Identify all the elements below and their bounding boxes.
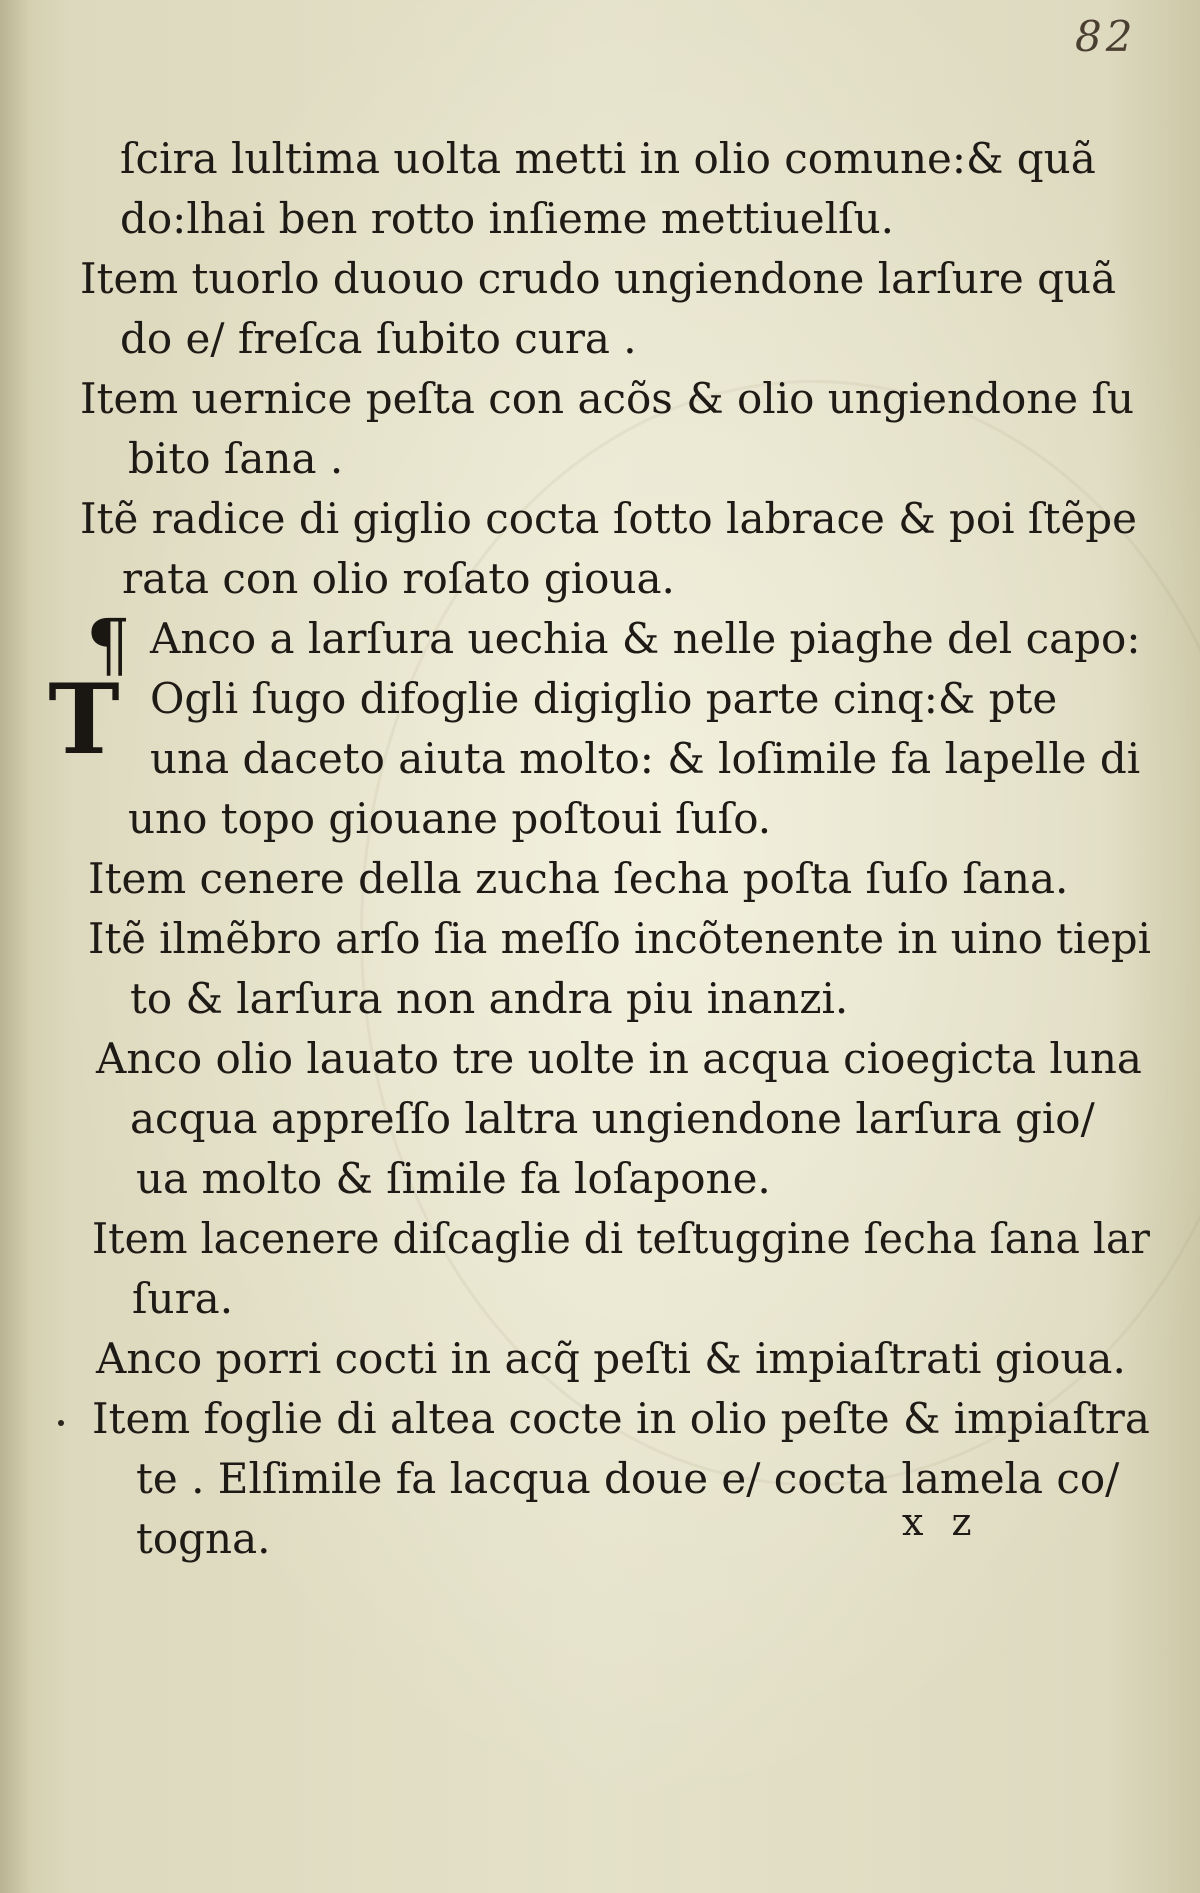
text-line-4: do e/ freſca ſubito cura . bbox=[120, 314, 637, 363]
text-line-6: bito ſana . bbox=[128, 434, 344, 483]
text-line-24: togna. bbox=[136, 1514, 271, 1563]
ink-dot bbox=[58, 1420, 64, 1426]
text-line-10: Ogli ſugo difoglie digiglio parte cinq:& pte bbox=[150, 674, 1058, 723]
text-line-7: Itẽ radice di giglio cocta ſotto labrace & poi ſtẽpe bbox=[80, 494, 1137, 543]
pilcrow-mark: ¶ bbox=[86, 604, 131, 686]
text-line-9: Anco a larſura uechia & nelle piaghe del capo: bbox=[150, 614, 1141, 663]
text-line-15: to & larſura non andra piu inanzi. bbox=[130, 974, 849, 1023]
text-line-8: rata con olio roſato gioua. bbox=[122, 554, 675, 603]
decorated-initial: T bbox=[48, 663, 120, 776]
text-line-11: una daceto aiuta molto: & loſimile fa lapelle di bbox=[150, 734, 1141, 783]
text-line-17: acqua appreſſo laltra ungiendone larſura gio/ bbox=[130, 1094, 1095, 1143]
signature-mark: x z bbox=[902, 1500, 980, 1544]
text-line-5: Item uernice peſta con acõs & olio ungiendone ſu bbox=[80, 374, 1135, 423]
text-line-22: Item foglie di altea cocte in olio peſte & impiaſtra bbox=[92, 1394, 1150, 1443]
text-line-2: do:lhai ben rotto inſieme mettiuelſu. bbox=[120, 194, 895, 243]
text-line-3: Item tuorlo duouo crudo ungiendone larſure quã bbox=[80, 254, 1117, 303]
text-line-20: ſura. bbox=[132, 1274, 234, 1323]
text-line-18: ua molto & ſimile fa loſapone. bbox=[136, 1154, 771, 1203]
text-line-1: ſcira lultima uolta metti in olio comune:& quã bbox=[120, 134, 1096, 183]
text-line-16: Anco olio lauato tre uolte in acqua cioegicta luna bbox=[96, 1034, 1142, 1083]
text-line-19: Item lacenere diſcaglie di teſtuggine ſecha ſana lar bbox=[92, 1214, 1150, 1263]
text-line-21: Anco porri cocti in acq̃ peſti & impiaſtrati gioua. bbox=[96, 1334, 1126, 1383]
text-line-12: uno topo giouane poſtoui ſuſo. bbox=[128, 794, 772, 843]
folio-number: 82 bbox=[1075, 12, 1137, 61]
text-line-13: Item cenere della zucha ſecha poſta ſuſo ſana. bbox=[88, 854, 1069, 903]
text-line-14: Itẽ ilmẽbro arſo ſia meſſo incõtenente in uino tiepi bbox=[88, 914, 1151, 963]
text-line-23: te . Elſimile fa lacqua doue e/ cocta lamela co/ bbox=[136, 1454, 1120, 1503]
